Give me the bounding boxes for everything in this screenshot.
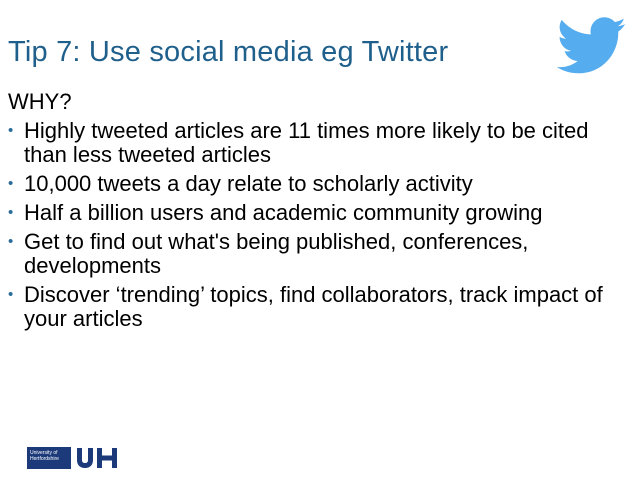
slide-title: Tip 7: Use social media eg Twitter — [8, 36, 449, 68]
bullet-text: Highly tweeted articles are 11 times more likely to be cited than less tweeted articles — [24, 118, 589, 167]
twitter-bird-icon — [552, 10, 632, 80]
bullet-icon: • — [8, 122, 14, 139]
bullet-text: Half a billion users and academic community growing — [24, 200, 543, 225]
bullet-icon: • — [8, 286, 14, 303]
why-heading: WHY? — [8, 89, 72, 114]
uh-logo-mark-icon — [75, 447, 119, 469]
logo-line-2: Hertfordshire — [30, 456, 59, 462]
list-item — [8, 230, 633, 278]
bullet-text: Get to find out what's being published, conferences, developments — [24, 229, 529, 278]
list-item — [8, 201, 633, 225]
list-item — [8, 283, 633, 331]
slide-body — [8, 90, 633, 336]
logo-wordmark — [27, 447, 71, 469]
bullet-icon: • — [8, 204, 14, 221]
bullet-text: Discover ‘trending’ topics, find collaborators, track impact of your articles — [24, 282, 603, 331]
bullet-icon: • — [8, 175, 14, 192]
list-item — [8, 119, 633, 167]
bullet-text: 10,000 tweets a day relate to scholarly activity — [24, 171, 473, 196]
bullet-list — [8, 119, 633, 331]
bullet-icon: • — [8, 233, 14, 250]
logo-line-1: University of — [30, 450, 58, 456]
list-item — [8, 172, 633, 196]
university-logo — [27, 447, 119, 469]
